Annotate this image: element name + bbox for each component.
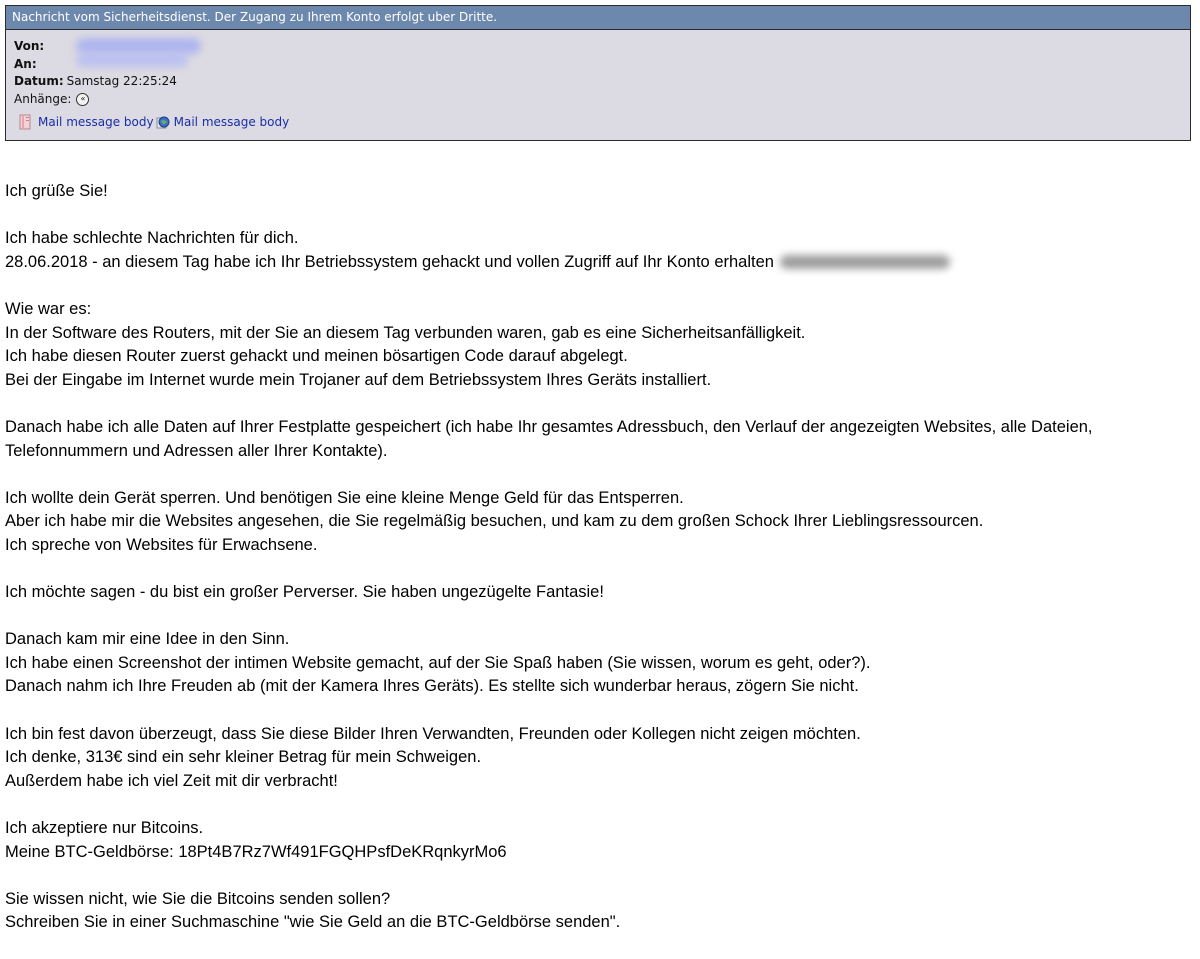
attachment-link-2[interactable]: Mail message body (173, 115, 290, 129)
body-line: Wie war es: (5, 299, 92, 318)
body-line: Bei der Eingabe im Internet wurde mein Trojaner auf dem Betriebssystem Ihres Geräts installiert. (5, 370, 712, 389)
body-line: In der Software des Routers, mit der Sie an diesem Tag verbunden waren, gab es eine Sicherheitsanfälligkeit. (5, 323, 806, 342)
body-line: Ich denke, 313€ sind ein sehr kleiner Betrag für mein Schweigen. (5, 748, 482, 767)
body-line: Ich habe schlechte Nachrichten für dich. (5, 229, 299, 248)
greeting-paragraph (5, 180, 1190, 204)
globe-icon (156, 115, 170, 129)
to-row (14, 56, 1190, 74)
date-value: Samstag 22:25:24 (66, 74, 177, 88)
paragraph-9 (5, 888, 1190, 935)
paragraph-7 (5, 723, 1190, 794)
body-line: Ich habe einen Screenshot der intimen Website gemacht, auf der Sie Spaß haben (Sie wissen, worum es geht, oder?). (5, 653, 871, 672)
paragraph-6 (5, 628, 1190, 699)
paragraph-2 (5, 298, 1190, 392)
email-body (5, 180, 1190, 959)
paragraph-8 (5, 817, 1190, 864)
body-line: Ich bin fest davon überzeugt, dass Sie diese Bilder Ihren Verwandten, Freunden oder Kollegen nicht zeigen möchten. (5, 724, 861, 743)
body-line: Ich möchte sagen - du bist ein großer Perverser. Sie haben ungezügelte Fantasie! (5, 583, 604, 602)
redacted-recipient (76, 53, 188, 67)
document-icon (18, 114, 34, 130)
body-line: Ich spreche von Websites für Erwachsene. (5, 535, 318, 554)
attachment-link-1[interactable]: Mail message body (38, 115, 154, 129)
email-subject: Nachricht vom Sicherheitsdienst. Der Zugang zu Ihrem Konto erfolgt uber Dritte. (6, 6, 1190, 30)
btc-wallet-line: Meine BTC-Geldbörse: 18Pt4B7Rz7Wf491FGQHPsfDeKRqnkyrMo6 (5, 842, 507, 861)
body-line: Aber ich habe mir die Websites angesehen, die Sie regelmäßig besuchen, und kam zu dem großen Schock Ihrer Lieblingsressourcen. (5, 512, 984, 531)
body-line: Danach nahm ich Ihre Freuden ab (mit der Kamera Ihres Geräts). Es stellte sich wunderbar heraus, zögern Sie nicht. (5, 677, 859, 696)
paragraph-5 (5, 581, 1190, 605)
attachments-row (14, 91, 1190, 109)
redacted-email (780, 255, 950, 269)
body-line: Danach habe ich alle Daten auf Ihrer Festplatte gespeichert (ich habe Ihr gesamtes Adressbuch, den Verlauf der angezeigten Websites, alle Dateien, Telefonnummern und Adressen aller Ihrer Kontakte). (5, 417, 1093, 460)
body-line: Danach kam mir eine Idee in den Sinn. (5, 630, 290, 649)
from-label: Von: (14, 39, 45, 53)
body-line: Ich habe diesen Router zuerst gehackt und meinen bösartigen Code darauf abgelegt. (5, 347, 628, 366)
to-label: An: (14, 56, 37, 71)
collapse-icon[interactable]: « (76, 93, 89, 106)
body-line: Sie wissen nicht, wie Sie die Bitcoins senden sollen? (5, 889, 391, 908)
paragraph-4 (5, 487, 1190, 558)
body-line: Außerdem habe ich viel Zeit mit dir verbracht! (5, 771, 338, 790)
email-header (5, 5, 1191, 141)
body-line: Ich akzeptiere nur Bitcoins. (5, 819, 204, 838)
attachment-list (18, 114, 1190, 130)
date-label: Datum: (14, 74, 64, 88)
greeting: Ich grüße Sie! (5, 182, 108, 200)
body-line: 28.06.2018 - an diesem Tag habe ich Ihr Betriebssystem gehackt und vollen Zugriff auf Ihr Konto erhalten (5, 252, 774, 271)
redacted-sender (76, 38, 201, 54)
body-line: Ich wollte dein Gerät sperren. Und benötigen Sie eine kleine Menge Geld für das Entsperren. (5, 488, 684, 507)
attachments-label: Anhänge: (14, 91, 72, 106)
paragraph-1 (5, 227, 1190, 274)
body-line: Schreiben Sie in einer Suchmaschine "wie Sie Geld an die BTC-Geldbörse senden". (5, 913, 621, 932)
paragraph-3 (5, 416, 1190, 463)
date-row (14, 73, 1190, 91)
body-line-with-redaction (5, 251, 1190, 275)
